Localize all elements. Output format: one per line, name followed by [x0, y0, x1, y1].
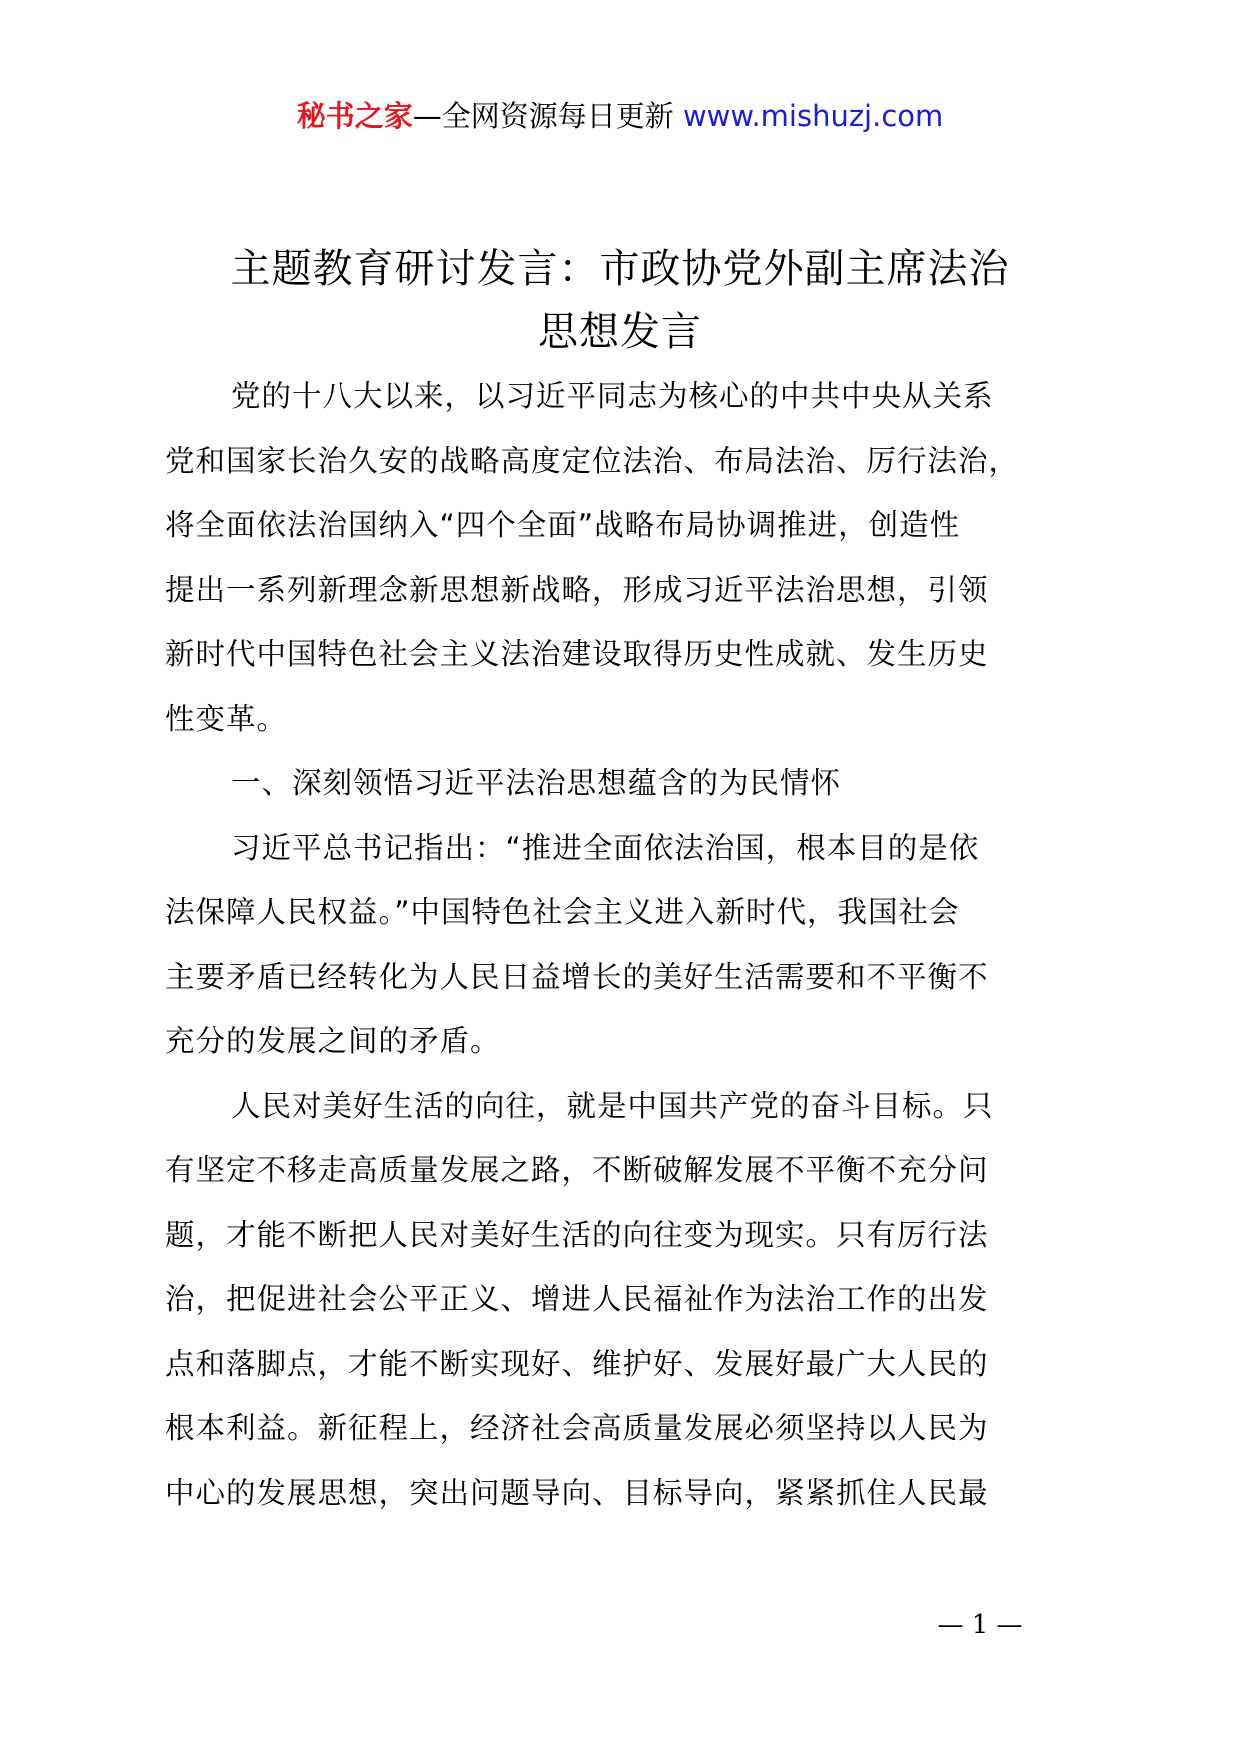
document-title — [150, 238, 1090, 364]
page-number: — 1 — — [937, 1610, 1023, 1640]
title-line: 主题教育研讨发言：市政协党外副主席法治 — [230, 246, 1010, 292]
document-body — [165, 364, 1095, 1525]
brand-name: 秘书之家 — [296, 99, 413, 133]
paragraph-line: 提出一系列新理念新思想新战略，形成习近平法治思想，引领 — [165, 572, 989, 607]
paragraph-line: 点和落脚点，才能不断实现好、维护好、发展好最广大人民的 — [165, 1346, 989, 1381]
paragraph-line: 新时代中国特色社会主义法治建设取得历史性成就、发生历史 — [165, 637, 989, 671]
paragraph-line: 习近平总书记指出：“推进全面依法治国，根本目的是依 — [231, 830, 980, 865]
paragraph-line: 中心的发展思想，突出问题导向、目标导向，紧紧抓住人民最 — [165, 1475, 989, 1510]
paragraph-line: 法保障人民权益。”中国特色社会主义进入新时代，我国社会 — [165, 895, 960, 929]
paragraph-line: 党和国家长治久安的战略高度定位法治、布局法治、厉行法治， — [165, 443, 1020, 478]
paragraph-line: 充分的发展之间的矛盾。 — [165, 1024, 501, 1058]
paragraph-line: 有坚定不移走高质量发展之路，不断破解发展不平衡不充分问 — [165, 1153, 989, 1187]
paragraph-line: 主要矛盾已经转化为人民日益增长的美好生活需要和不平衡不 — [165, 959, 989, 994]
site-url[interactable]: www.mishuzj.com — [682, 99, 944, 133]
paragraph-line: 党的十八大以来，以习近平同志为核心的中共中央从关系 — [231, 379, 994, 413]
paragraph-line: 治，把促进社会公平正义、增进人民福祉作为法治工作的出发 — [165, 1282, 989, 1316]
site-header — [0, 96, 1240, 136]
paragraph-line: 根本利益。新征程上，经济社会高质量发展必须坚持以人民为 — [165, 1411, 989, 1445]
paragraph-line: 人民对美好生活的向往，就是中国共产党的奋斗目标。只 — [231, 1088, 994, 1123]
section-heading: 一、深刻领悟习近平法治思想蕴含的为民情怀 — [231, 766, 842, 800]
paragraph-line: 将全面依法治国纳入“四个全面”战略布局协调推进，创造性 — [165, 508, 961, 542]
title-line: 思想发言 — [538, 309, 702, 355]
header-tagline: —全网资源每日更新 — [412, 99, 683, 133]
paragraph-line: 性变革。 — [165, 701, 288, 736]
paragraph-line: 题，才能不断把人民对美好生活的向往变为现实。只有厉行法 — [165, 1217, 989, 1252]
